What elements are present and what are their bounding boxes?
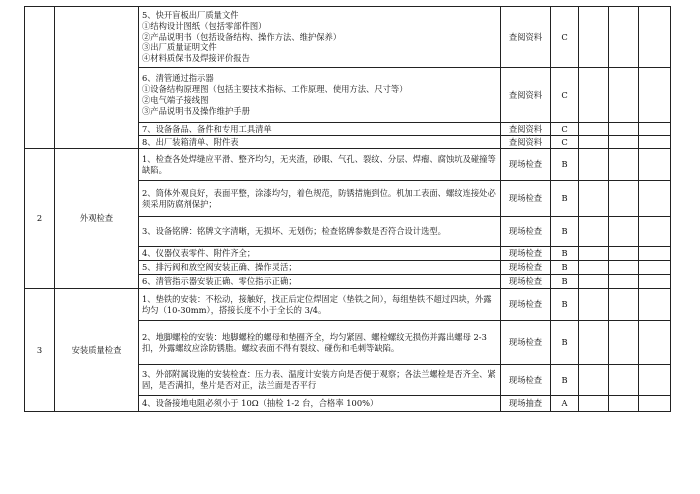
blank-cell [639,275,671,289]
blank-cell [609,181,639,217]
requirement-cell [139,123,501,136]
blank-cell [639,136,671,149]
requirement-line: 4、设备接地电阻必须小于 10Ω（抽检 1-2 台，合格率 100%） [142,398,379,409]
row-number: 3 [25,289,55,412]
check-method: 现场检查 [501,275,551,289]
blank-cell [609,149,639,181]
requirement-line: ③产品说明书及操作维护手册 [142,105,250,116]
blank-cell [579,321,609,365]
requirement-line: 3、外部附属设施的安装检查：压力表、温度计安装方向是否便于观察；各法兰螺栓是否齐全、紧固，是否满扣，垫片是否对正，法兰面是否平行 [142,369,496,390]
check-method: 现场抽查 [501,396,551,412]
blank-cell [579,68,609,123]
grade: A [551,396,579,412]
requirement-line: 6、清管通过指示器 [142,73,214,84]
table-row [25,149,671,181]
blank-cell [609,68,639,123]
row-number [25,7,55,149]
blank-cell [579,247,609,261]
blank-cell [639,289,671,321]
requirement-line: 7、设备备品、备件和专用工具清单 [142,123,272,134]
blank-cell [639,365,671,396]
table-row [25,7,671,68]
blank-cell [609,123,639,136]
requirement-cell [139,396,501,412]
blank-cell [639,7,671,68]
check-item: 外观检查 [55,149,139,289]
check-method: 现场检查 [501,261,551,275]
blank-cell [639,321,671,365]
requirement-line: ②电气端子接线图 [142,95,209,105]
requirement-cell [139,7,501,68]
check-method: 查阅资料 [501,68,551,123]
check-item: 安装质量检查 [55,289,139,412]
check-method: 现场检查 [501,289,551,321]
requirement-line: 6、清管指示器安装正确、零位指示正确； [142,276,297,287]
requirement-line: 5、快开盲板出厂质量文件 [142,9,239,20]
requirement-line: 1、检查各处焊缝应平滑、整齐均匀，无夹渣，砂眼、气孔、裂纹、分层、焊瘤、腐蚀坑及碰撞等缺陷。 [142,153,496,175]
blank-cell [639,261,671,275]
requirement-line: ①结构设计图纸（包括零部件图） [142,20,267,31]
blank-cell [579,217,609,247]
check-method: 现场检查 [501,181,551,217]
grade: C [551,123,579,136]
grade: B [551,247,579,261]
grade: B [551,217,579,247]
requirement-line: 2、筒体外观良好，表面平整，涂漆均匀，着色规范，防锈措施到位。机加工表面、螺纹连接处必须采用防腐剂保护； [142,187,496,209]
check-method: 现场检查 [501,321,551,365]
blank-cell [609,7,639,68]
requirement-cell [139,136,501,149]
check-item [55,7,139,149]
requirement-line: ③出厂质量证明文件 [142,42,217,53]
blank-cell [579,136,609,149]
check-method: 现场检查 [501,217,551,247]
requirement-cell [139,321,501,365]
requirement-cell [139,149,501,181]
blank-cell [609,365,639,396]
blank-cell [579,261,609,275]
blank-cell [609,136,639,149]
requirement-line: ①设备结构原理图（包括主要技术指标、工作原理、使用方法、尺寸等） [142,84,408,95]
blank-cell [609,396,639,412]
blank-cell [579,396,609,412]
grade: B [551,181,579,217]
grade: C [551,68,579,123]
blank-cell [639,217,671,247]
grade: C [551,7,579,68]
requirement-cell [139,365,501,396]
requirement-cell [139,181,501,217]
blank-cell [579,149,609,181]
grade: B [551,365,579,396]
blank-cell [579,275,609,289]
requirement-cell [139,261,501,275]
check-method: 查阅资料 [501,7,551,68]
blank-cell [579,123,609,136]
grade: B [551,261,579,275]
grade: B [551,321,579,365]
blank-cell [579,7,609,68]
blank-cell [609,289,639,321]
blank-cell [609,247,639,261]
requirement-cell [139,68,501,123]
blank-cell [639,68,671,123]
grade: B [551,275,579,289]
blank-cell [639,123,671,136]
blank-cell [609,261,639,275]
check-method: 现场检查 [501,247,551,261]
check-method: 查阅资料 [501,123,551,136]
blank-cell [639,247,671,261]
requirement-line: ④材料质保书及焊接评价报告 [142,53,250,64]
check-method: 查阅资料 [501,136,551,149]
requirement-cell [139,217,501,247]
grade: B [551,289,579,321]
check-method: 现场检查 [501,149,551,181]
blank-cell [579,181,609,217]
requirement-line: 5、排污阀和放空阀安装正确、操作灵活； [142,262,297,273]
requirement-line: ②产品说明书（包括设备结构、操作方法、维护保养） [142,31,342,42]
requirement-cell [139,289,501,321]
blank-cell [639,181,671,217]
requirement-line: 2、地脚螺栓的安装：地脚螺栓的螺母和垫圈齐全，均匀紧固、螺栓螺纹无损伤并露出螺母 2-3 扣，外露螺纹应涂防锈脂。螺纹表面不得有裂纹、碰伤和毛刺等缺陷。 [142,331,487,353]
inspection-table [24,6,671,412]
blank-cell [639,396,671,412]
grade: C [551,136,579,149]
check-method: 现场检查 [501,365,551,396]
row-number: 2 [25,149,55,289]
blank-cell [579,365,609,396]
requirement-line: 8、出厂装箱清单、附件表 [142,136,239,147]
blank-cell [579,289,609,321]
requirement-line: 3、设备铭牌：铭牌文字清晰，无损坏、无划伤；检查铭牌参数是否符合设计选型。 [142,226,446,237]
requirement-cell [139,247,501,261]
requirement-line: 1、垫铁的安装：不松动，接触好，找正后定位焊固定（垫铁之间），每组垫铁不超过四块，外露均匀（10-30mm），搭接长度不小于全长的 3/4。 [142,293,492,315]
blank-cell [609,321,639,365]
requirement-line: 4、仪器仪表零件、附件齐全； [142,248,256,259]
requirement-cell [139,275,501,289]
table-row [25,289,671,321]
blank-cell [639,149,671,181]
blank-cell [609,217,639,247]
grade: B [551,149,579,181]
blank-cell [609,275,639,289]
